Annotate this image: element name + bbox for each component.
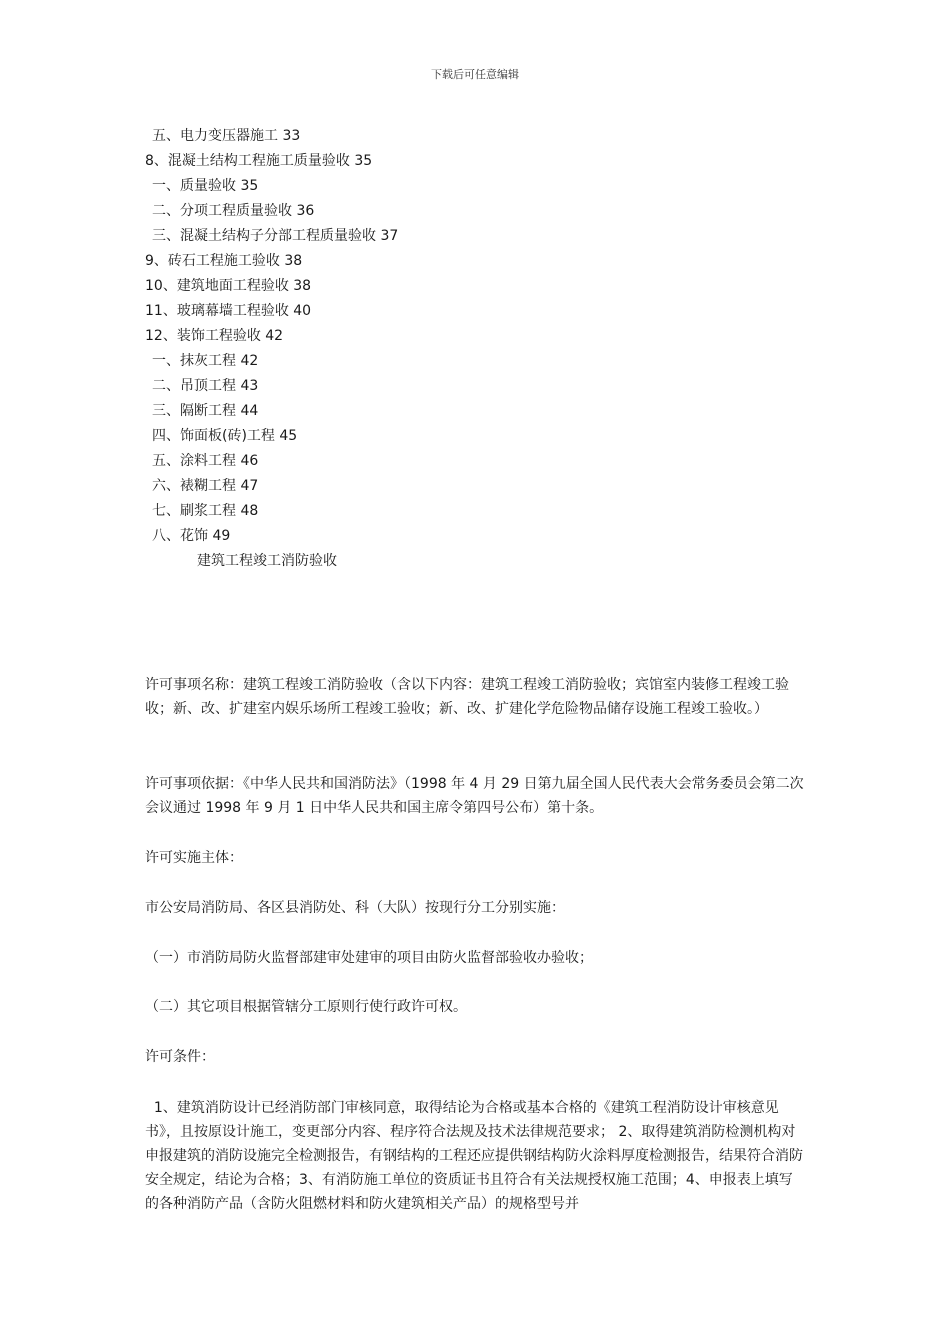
paragraph-item-two — [145, 995, 805, 1019]
toc-item: 四、饰面板(砖)工程 45 — [152, 428, 298, 444]
toc-item: 二、分项工程质量验收 36 — [152, 203, 315, 219]
toc-item: 二、吊顶工程 43 — [152, 378, 259, 394]
toc-item: 9、砖石工程施工验收 38 — [145, 253, 303, 269]
toc-item: 8、混凝土结构工程施工质量验收 35 — [145, 153, 373, 169]
toc-item: 10、建筑地面工程验收 38 — [145, 278, 312, 294]
permit-conditions-text: 1、建筑消防设计已经消防部门审核同意，取得结论为合格或基本合格的《建筑工程消防设计审核意见书》，且按原设计施工，变更部分内容、程序符合法规及技术法律规范要求； 2、取得建筑消防检测机构对申报建筑的消防设施完全检测报告，有钢结构的工程还应提供钢结构防火涂料厚度检测报告，结果符合消防安全规定，结论为合格；3、有消防施工单位的资质证书且符合有关法规授权施工范围；4、申报表上填写的各种消防产品（含防火阻燃材料和防火建筑相关产品）的规格型号并 — [145, 1100, 803, 1212]
toc-item: 11、玻璃幕墙工程验收 40 — [145, 303, 312, 319]
permit-conditions-heading: 许可条件： — [145, 1049, 215, 1065]
permit-item-name: 许可事项名称：建筑工程竣工消防验收（含以下内容：建筑工程竣工消防验收；宾馆室内装修工程竣工验收；新、改、扩建室内娱乐场所工程竣工验收；新、改、扩建化学危险物品储存设施工程竣工验收。） — [145, 677, 789, 717]
permit-basis: 许可事项依据：《中华人民共和国消防法》（1998 年 4 月 29 日第九届全国人民代表大会常务委员会第二次会议通过 1998 年 9 月 1 日中华人民共和国主席令第四号公布）第十条。 — [145, 776, 804, 816]
paragraph-item-one — [145, 946, 805, 970]
toc-item: 12、装饰工程验收 42 — [145, 328, 284, 344]
paragraph-subject — [145, 846, 805, 870]
toc-item: 七、刷浆工程 48 — [152, 503, 259, 519]
permit-item-two: （二）其它项目根据管辖分工原则行使行政许可权。 — [145, 999, 467, 1015]
permit-agencies: 市公安局消防局、各区县消防处、科（大队）按现行分工分别实施： — [145, 900, 565, 916]
toc-item: 一、抹灰工程 42 — [152, 353, 259, 369]
paragraph-conditions — [145, 1045, 805, 1069]
toc-item: 建筑工程竣工消防验收 — [197, 553, 337, 569]
paragraph-basis — [145, 772, 805, 820]
table-of-contents — [145, 124, 805, 574]
toc-item: 五、电力变压器施工 33 — [152, 128, 301, 144]
permit-subject-heading: 许可实施主体： — [145, 850, 243, 866]
toc-item: 五、涂料工程 46 — [152, 453, 259, 469]
paragraph-item-name — [145, 673, 805, 721]
toc-item: 三、隔断工程 44 — [152, 403, 259, 419]
toc-item: 一、质量验收 35 — [152, 178, 259, 194]
paragraph-agencies — [145, 896, 805, 920]
toc-item: 三、混凝土结构子分部工程质量验收 37 — [152, 228, 399, 244]
toc-item: 八、花饰 49 — [152, 528, 231, 544]
permit-item-one: （一）市消防局防火监督部建审处建审的项目由防火监督部验收办验收； — [145, 950, 593, 966]
toc-item: 六、裱糊工程 47 — [152, 478, 259, 494]
page-header: 下载后可任意编辑 — [431, 68, 519, 81]
paragraph-condition-list — [145, 1096, 805, 1216]
